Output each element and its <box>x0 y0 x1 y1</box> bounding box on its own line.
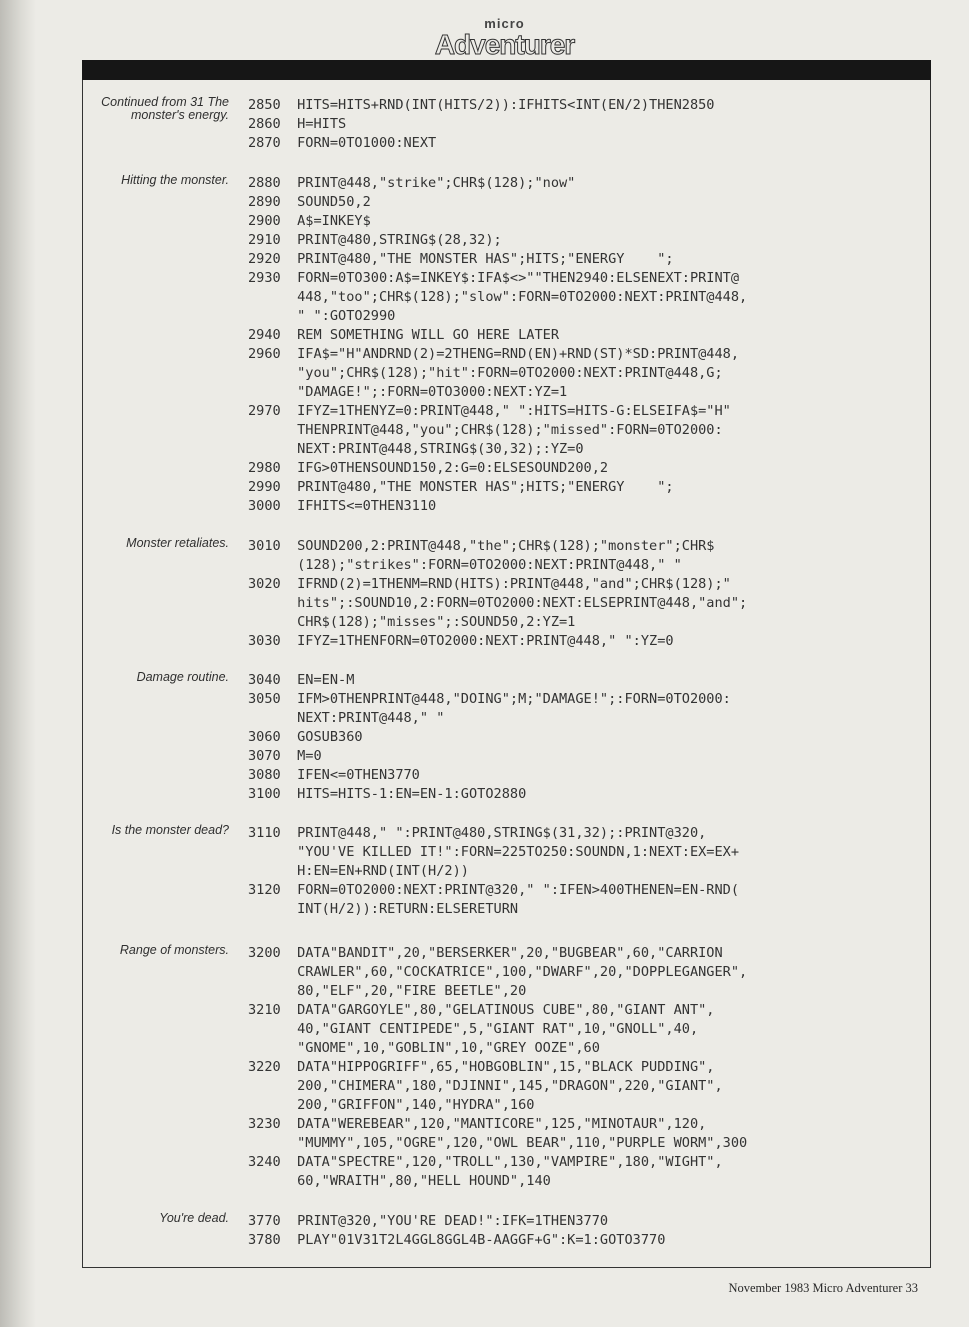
code-line: 80,"ELF",20,"FIRE BEETLE",20 <box>248 983 527 999</box>
code-line: 3770 PRINT@320,"YOU'RE DEAD!":IFK=1THEN3770 <box>248 1213 609 1229</box>
code-line: 2890 SOUND50,2 <box>248 194 371 210</box>
code-line: 2940 REM SOMETHING WILL GO HERE LATER <box>248 327 559 343</box>
margin-note: Monster retaliates. <box>126 536 229 550</box>
masthead <box>0 18 969 60</box>
code-line: 60,"WRAITH",80,"HELL HOUND",140 <box>248 1173 551 1189</box>
code-line: 3070 M=0 <box>248 748 322 764</box>
code-line: 2990 PRINT@480,"THE MONSTER HAS";HITS;"ENERGY "; <box>248 479 674 495</box>
code-line: "you";CHR$(128);"hit":FORN=0TO2000:NEXT:PRINT@448,G; <box>248 365 723 381</box>
code-line: CHR$(128);"misses";:SOUND50,2:YZ=1 <box>248 614 576 630</box>
code-line: 3200 DATA"BANDIT",20,"BERSERKER",20,"BUGBEAR",60,"CARRION <box>248 945 723 961</box>
code-line: "YOU'VE KILLED IT!":FORN=225TO250:SOUNDN,1:NEXT:EX=EX+ <box>248 844 740 860</box>
logo-adventurer: Adventurer <box>434 29 575 60</box>
code-line: 3220 DATA"HIPPOGRIFF",65,"HOBGOBLIN",15,"BLACK PUDDING", <box>248 1059 715 1075</box>
code-line: 3100 HITS=HITS-1:EN=EN-1:GOTO2880 <box>248 786 527 802</box>
code-line: 3210 DATA"GARGOYLE",80,"GELATINOUS CUBE",80,"GIANT ANT", <box>248 1002 715 1018</box>
code-line: 3030 IFYZ=1THENFORN=0TO2000:NEXT:PRINT@448," ":YZ=0 <box>248 633 674 649</box>
code-line: 3020 IFRND(2)=1THENM=RND(HITS):PRINT@448,"and";CHR$(128);" <box>248 576 731 592</box>
code-block <box>248 671 928 804</box>
margin-note: You're dead. <box>159 1211 229 1225</box>
code-line: " ":GOTO2990 <box>248 308 396 324</box>
code-block <box>248 174 928 516</box>
margin-note: Damage routine. <box>136 670 229 684</box>
code-line: 3230 DATA"WEREBEAR",120,"MANTICORE",125,"MINOTAUR",120, <box>248 1116 707 1132</box>
header-bar <box>82 60 931 80</box>
code-line: (128);"strikes":FORN=0TO2000:NEXT:PRINT@448," " <box>248 557 682 573</box>
code-line: 448,"too";CHR$(128);"slow":FORN=0TO2000:NEXT:PRINT@448, <box>248 289 748 305</box>
code-line: 2970 IFYZ=1THENYZ=0:PRINT@448," ":HITS=HITS-G:ELSEIFA$="H" <box>248 403 731 419</box>
code-line: 200,"GRIFFON",140,"HYDRA",160 <box>248 1097 535 1113</box>
margin-note: Continued from 31 The monster's energy. <box>101 95 229 122</box>
code-line: 2930 FORN=0TO300:A$=INKEY$:IFA$<>""THEN2940:ELSENEXT:PRINT@ <box>248 270 740 286</box>
code-block <box>248 824 928 919</box>
code-line: 3080 IFEN<=0THEN3770 <box>248 767 420 783</box>
margin-note: Is the monster dead? <box>111 823 229 837</box>
code-line: 2860 H=HITS <box>248 116 347 132</box>
code-line: 2870 FORN=0TO1000:NEXT <box>248 135 437 151</box>
code-line: 2960 IFA$="H"ANDRND(2)=2THENG=RND(EN)+RND(ST)*SD:PRINT@448, <box>248 346 740 362</box>
code-line: INT(H/2)):RETURN:ELSERETURN <box>248 901 519 917</box>
code-line: 40,"GIANT CENTIPEDE",5,"GIANT RAT",10,"GNOLL",40, <box>248 1021 699 1037</box>
code-line: 2850 HITS=HITS+RND(INT(HITS/2)):IFHITS<INT(EN/2)THEN2850 <box>248 97 715 113</box>
code-block <box>248 537 928 651</box>
code-line: NEXT:PRINT@448,STRING$(30,32);:YZ=0 <box>248 441 584 457</box>
code-line: 2920 PRINT@480,"THE MONSTER HAS";HITS;"ENERGY "; <box>248 251 674 267</box>
code-line: 3780 PLAY"01V31T2L4GGL8GGL4B-AAGGF+G":K=1:GOTO3770 <box>248 1232 666 1248</box>
code-block <box>248 96 928 153</box>
code-line: "GNOME",10,"GOBLIN",10,"GREY OOZE",60 <box>248 1040 600 1056</box>
code-line: 3240 DATA"SPECTRE",120,"TROLL",130,"VAMPIRE",180,"WIGHT", <box>248 1154 723 1170</box>
code-line: NEXT:PRINT@448," " <box>248 710 445 726</box>
code-line: 3110 PRINT@448," ":PRINT@480,STRING$(31,32);:PRINT@320, <box>248 825 707 841</box>
code-line: 3010 SOUND200,2:PRINT@448,"the";CHR$(128);"monster";CHR$ <box>248 538 715 554</box>
code-line: 3120 FORN=0TO2000:NEXT:PRINT@320," ":IFEN>400THENEN=EN-RND( <box>248 882 740 898</box>
margin-note: Hitting the monster. <box>121 173 229 187</box>
code-line: 3040 EN=EN-M <box>248 672 355 688</box>
code-line: 200,"CHIMERA",180,"DJINNI",145,"DRAGON",220,"GIANT", <box>248 1078 723 1094</box>
code-line: THENPRINT@448,"you";CHR$(128);"missed":FORN=0TO2000: <box>248 422 723 438</box>
logo-micro: micro <box>484 16 525 31</box>
code-line: H:EN=EN+RND(INT(H/2)) <box>248 863 469 879</box>
code-line: 3000 IFHITS<=0THEN3110 <box>248 498 437 514</box>
page-binding-shadow <box>0 0 36 1327</box>
code-block <box>248 1212 928 1250</box>
code-line: 2910 PRINT@480,STRING$(28,32); <box>248 232 502 248</box>
margin-note: Range of monsters. <box>119 943 229 957</box>
page-footer: November 1983 Micro Adventurer 33 <box>728 1281 918 1295</box>
code-line: 3050 IFM>0THENPRINT@448,"DOING";M;"DAMAGE!";:FORN=0TO2000: <box>248 691 731 707</box>
code-line: 2880 PRINT@448,"strike";CHR$(128);"now" <box>248 175 576 191</box>
code-line: hits";:SOUND10,2:FORN=0TO2000:NEXT:ELSEPRINT@448,"and"; <box>248 595 748 611</box>
code-block <box>248 944 928 1191</box>
code-line: 2900 A$=INKEY$ <box>248 213 371 229</box>
code-line: "MUMMY",105,"OGRE",120,"OWL BEAR",110,"PURPLE WORM",300 <box>248 1135 748 1151</box>
code-line: 3060 GOSUB360 <box>248 729 363 745</box>
code-line: CRAWLER",60,"COCKATRICE",100,"DWARF",20,"DOPPLEGANGER", <box>248 964 748 980</box>
listing-panel <box>82 80 931 1268</box>
code-line: 2980 IFG>0THENSOUND150,2:G=0:ELSESOUND200,2 <box>248 460 609 476</box>
code-line: "DAMAGE!";:FORN=0TO3000:NEXT:YZ=1 <box>248 384 568 400</box>
